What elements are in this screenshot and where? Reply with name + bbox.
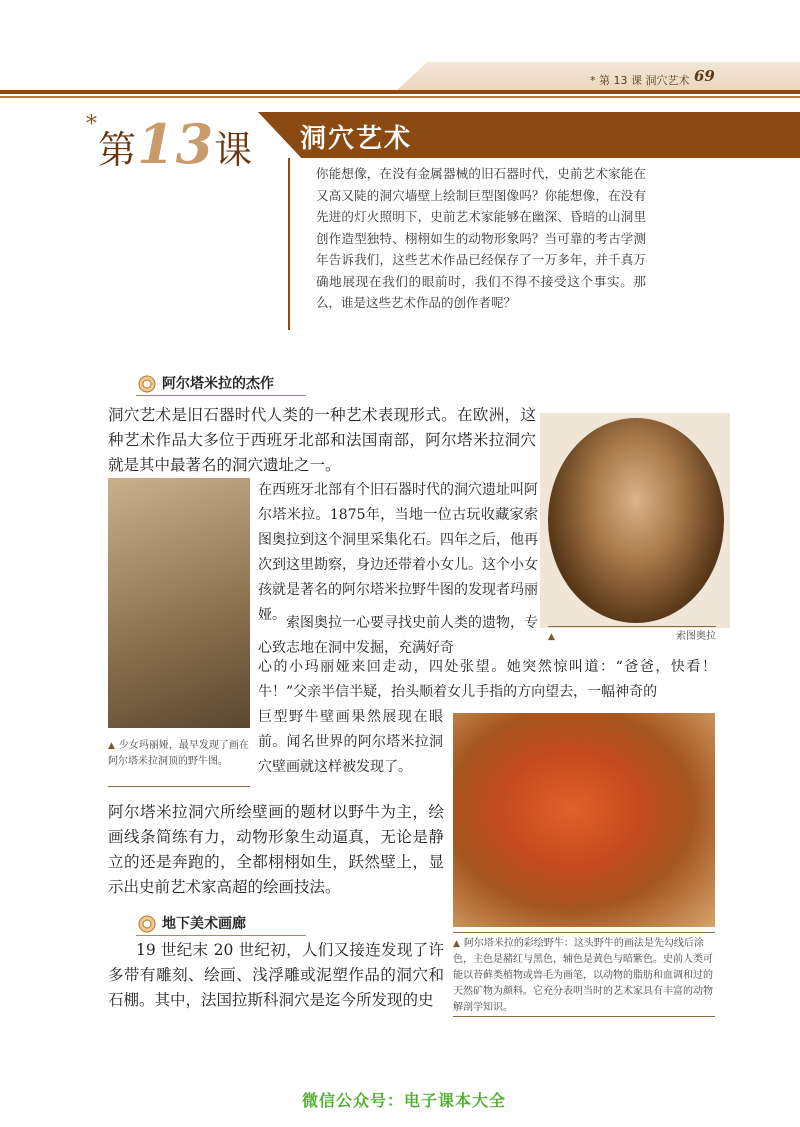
header-rule-thin [0, 96, 800, 98]
section-heading-1-text: 阿尔塔米拉的杰作 [162, 376, 274, 392]
section-underline-2 [136, 935, 306, 936]
caption-rule [453, 932, 715, 933]
section-icon [138, 375, 156, 393]
lesson-prefix: 第 [98, 128, 138, 172]
paragraph-3c: 巨型野牛壁画果然展现在眼前。闻名世界的阿尔塔米拉洞穴壁画就这样被发现了。 [258, 709, 443, 775]
section-icon [138, 915, 156, 933]
caption-sautuola [548, 629, 716, 645]
paragraph-1: 洞穴艺术是旧石器时代人类的一种艺术表现形式。在欧洲，这种艺术作品大多位于西班牙北部和法国南部，阿尔塔米拉洞穴就是其中最著名的洞穴遗址之一。 [108, 406, 536, 474]
paragraph-5: 19 世纪末 20 世纪初，人们又接连发现了许多带有雕刻、绘画、浅浮雕或泥塑作品的洞穴和石棚。其中，法国拉斯科洞穴是迄今所发现的史 [108, 941, 444, 1009]
section-heading-2 [138, 913, 246, 933]
caption-triangle-icon: ▲ [108, 741, 115, 751]
paragraph-3b: 心的小玛丽娅来回走动，四处张望。她突然惊叫道：“爸爸，快看！牛！”父亲半信半疑，抬头顺着女儿手指的方向望去，一幅神奇的 [258, 659, 716, 700]
page-number: 69 [694, 67, 715, 85]
section-underline-1 [136, 395, 306, 396]
lesson-label [86, 112, 253, 176]
caption-maria [108, 738, 250, 770]
caption-rule [548, 626, 716, 627]
lesson-number: 13 [137, 112, 215, 176]
watermark: 微信公众号：电子课本大全 [302, 1091, 507, 1110]
caption-sautuola-text: 索图奥拉 [676, 631, 716, 642]
caption-rule [453, 1016, 715, 1017]
caption-rule [108, 786, 250, 787]
caption-bison [453, 936, 715, 1016]
running-title: * 第 13 课 洞穴艺术 [590, 74, 690, 87]
intro-rule [288, 158, 290, 330]
lesson-title: 洞穴艺术 [300, 124, 413, 154]
caption-bison-text: 阿尔塔米拉的彩绘野牛：这头野牛的画法是先勾线后涂色，主色是赭红与黑色，辅色是黄色与暗紫色。史前人类可能以苔藓类植物或兽毛为画笔，以动物的脂肪和血调和过的天然矿物为颜料。它充分表明当时的艺术家具有丰富的动物解剖学知识。 [453, 938, 713, 1013]
header-rule [0, 90, 800, 94]
photo-sautuola [548, 418, 724, 623]
photo-maria [108, 478, 250, 728]
paragraph-3a: 索图奥拉一心要寻找史前人类的遗物，专心致志地在洞中发掘，充满好奇 [258, 615, 538, 656]
section-heading-1 [138, 373, 274, 393]
optional-star: * [86, 112, 98, 137]
paragraph-4: 阿尔塔米拉洞穴所绘壁画的题材以野牛为主，绘画线条简练有力，动物形象生动逼真，无论是静立的还是奔跑的，全都栩栩如生，跃然壁上，显示出史前艺术家高超的绘画技法。 [108, 803, 444, 896]
lesson-suffix: 课 [214, 128, 254, 172]
intro-text: 你能想像，在没有金属器械的旧石器时代，史前艺术家能在又高又陡的洞穴墙壁上绘制巨型图像吗？你能想像，在没有先进的灯火照明下，史前艺术家能够在幽深、昏暗的山洞里创作造型独特、栩栩如生的动物形象吗？当可靠的考古学测年告诉我们，这些艺术作品已经保存了一万多年，并千真万确地展现在我们的眼前时，我们不得不接受这个事实。那么，谁是这些艺术作品的创作者呢？ [316, 166, 646, 310]
caption-triangle-icon: ▲ [548, 632, 555, 642]
section-heading-2-text: 地下美术画廊 [162, 916, 246, 932]
bison-painting [453, 713, 715, 927]
caption-maria-text: 少女玛丽娅，最早发现了画在阿尔塔米拉洞顶的野牛图。 [108, 740, 249, 767]
caption-triangle-icon: ▲ [453, 939, 460, 949]
paragraph-2: 在西班牙北部有个旧石器时代的洞穴遗址叫阿尔塔米拉。1875年，当地一位古玩收藏家索图奥拉到这个洞里采集化石。四年之后，他再次到这里勘察，身边还带着小女儿。这个小女孩就是著名的阿尔塔米拉野牛图的发现者玛丽娅。 [258, 482, 538, 623]
